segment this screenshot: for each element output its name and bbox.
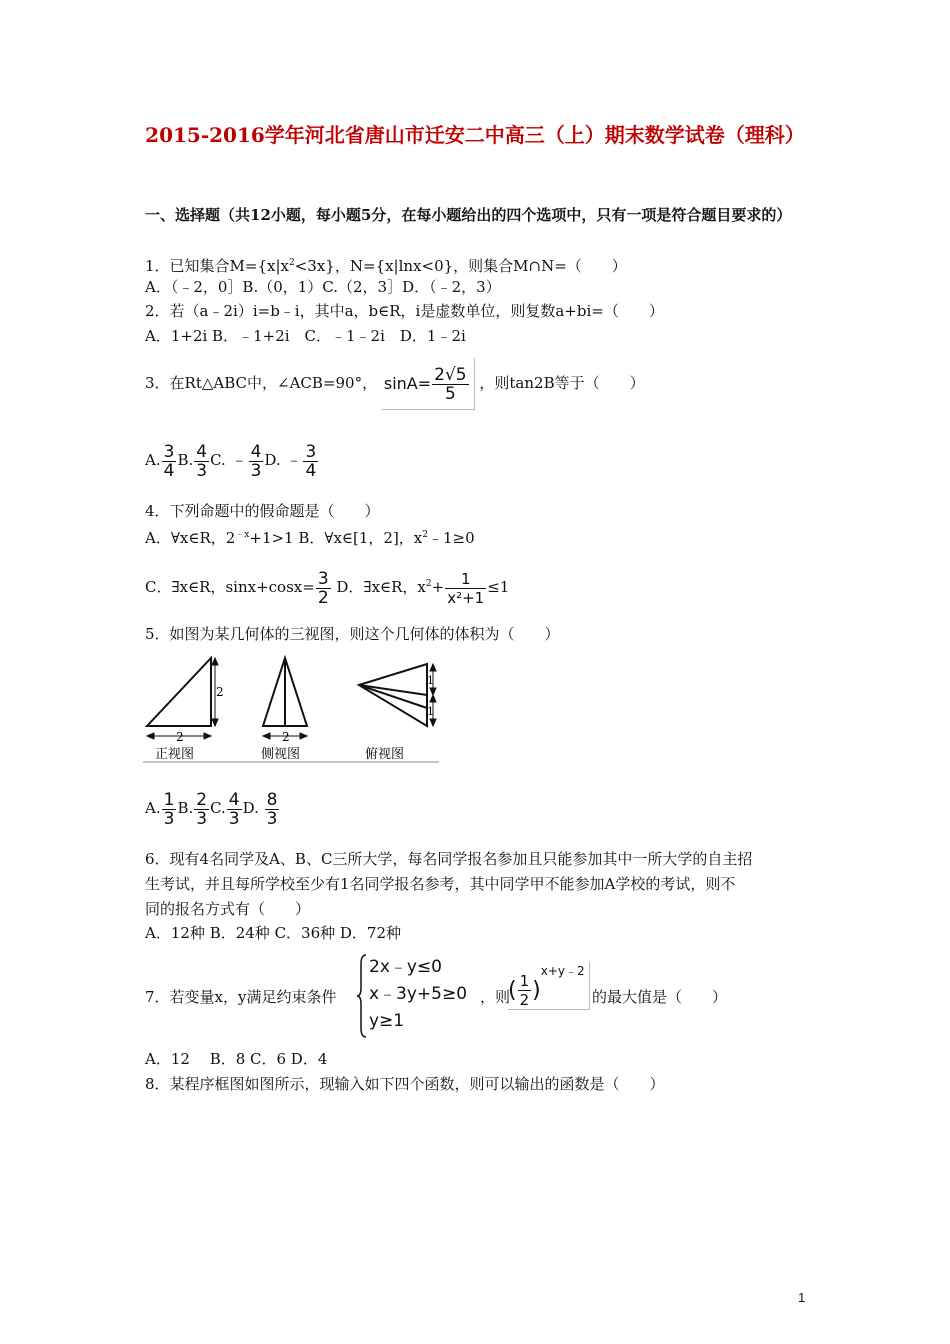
q3-d-num: 3 xyxy=(305,441,317,462)
front-width-label: 2 xyxy=(176,730,184,744)
q3-opt-b: B. xyxy=(177,451,194,469)
question-7-options: A．12 B．8 C．6 D．4 xyxy=(145,1050,328,1068)
left-brace-icon xyxy=(357,954,367,1038)
front-view-triangle xyxy=(147,658,211,726)
q5-opt-b: B. xyxy=(177,799,194,817)
q4-b-sup: 2 xyxy=(422,530,428,540)
q3-opt-d-frac xyxy=(303,443,318,480)
question-6-line-3: 同的报名方式有（ ） xyxy=(145,900,311,918)
q7-constraint-3: y≥1 xyxy=(369,1011,405,1031)
q4-a-text-a: A．∀x∈R，2 xyxy=(145,529,236,547)
q3-b-num: 4 xyxy=(196,441,208,462)
question-1-options: A．（﹣2，0］B.（0，1）C.（2，3］D．（﹣2，3） xyxy=(145,278,501,296)
question-8-stem: 8．某程序框图如图所示，现输入如下四个函数，则可以输出的函数是（ ） xyxy=(145,1075,665,1093)
q5-b-num: 2 xyxy=(196,789,208,810)
q3-opt-a: A. xyxy=(145,451,161,469)
q5-opt-c: C. xyxy=(210,799,226,817)
top-view-label: 俯视图 xyxy=(365,747,405,762)
q3-a-num: 3 xyxy=(163,441,175,462)
q5-c-num: 4 xyxy=(228,789,240,810)
page-number: 1 xyxy=(798,1290,806,1305)
question-4-stem: 4．下列命题中的假命题是（ ） xyxy=(145,502,380,520)
q3-opt-b-frac xyxy=(194,443,209,480)
q3-d-den: 4 xyxy=(305,460,317,481)
q3-text-b: ，则tan2B等于（ ） xyxy=(479,374,645,392)
q5-b-frac xyxy=(194,791,209,828)
q4-a-text-c: ﹣1≥0 xyxy=(428,529,475,547)
q3-b-den: 3 xyxy=(196,460,208,481)
question-7-stem-b: ，则 xyxy=(480,988,511,1006)
question-3-options xyxy=(145,438,319,482)
q4-a-text-b: +1>1 B．∀x∈[1，2]，x xyxy=(249,529,423,547)
q4-d-text-b: + xyxy=(431,578,445,596)
q5-opt-d: D. xyxy=(242,799,259,817)
q4-c-den: 2 xyxy=(317,587,329,608)
question-1-stem xyxy=(145,252,627,277)
section-heading: 一、选择题（共12小题，每小题5分，在每小题给出的四个选项中，只有一项是符合题目要求的） xyxy=(145,206,792,224)
q5-a-den: 3 xyxy=(163,808,175,829)
q3-c-sign: ﹣ xyxy=(230,450,248,470)
q5-c-frac xyxy=(227,791,242,828)
q3-sina-formula xyxy=(382,358,475,410)
q1-sup: 2 xyxy=(289,258,295,268)
q1-text-b: <3x}，N={x|lnx<0}，则集合M∩N=（ ） xyxy=(294,257,627,275)
q3-opt-d: D. xyxy=(264,451,281,469)
q7-objective-expression: ( $\frac{1}{2}$ )$^{x+y﹣2}$ xyxy=(508,962,590,1010)
q5-d-frac xyxy=(265,791,280,828)
question-7-stem-c: 的最大值是（ ） xyxy=(592,988,728,1006)
q3-opt-c-frac xyxy=(249,443,264,480)
question-6-line-1: 6．现有4名同学及A、B、C三所大学，每名同学报名参加且只能参加其中一所大学的自主招 xyxy=(145,850,753,868)
q5-b-den: 3 xyxy=(196,808,208,829)
question-5-stem: 5．如图为某几何体的三视图，则这个几何体的体积为（ ） xyxy=(145,625,560,643)
question-2-options: A．1+2i B．﹣1+2i C．﹣1﹣2i D．1﹣2i xyxy=(145,327,466,345)
q3-c-num: 4 xyxy=(250,441,262,462)
q7-constraint-1: 2x﹣y≤0 xyxy=(369,957,442,977)
q3-opt-a-frac xyxy=(162,443,177,480)
side-width-label: 2 xyxy=(282,730,290,744)
q3-sina-fraction xyxy=(432,366,468,403)
page-title: 2015-2016学年河北省唐山市迁安二中高三（上）期末数学试卷（理科） xyxy=(145,123,805,147)
q4-d-num: 1 xyxy=(445,570,486,589)
q7-exponent: x+y﹣2 xyxy=(540,964,585,978)
q3-a-den: 4 xyxy=(163,460,175,481)
three-view-figure xyxy=(143,652,439,768)
q7-half-num: 1 xyxy=(519,972,530,990)
q4-d-text-c: ≤1 xyxy=(487,578,510,596)
q4-c-frac xyxy=(316,570,331,607)
front-height-label: 2 xyxy=(216,685,224,699)
front-view-label: 正视图 xyxy=(155,747,195,762)
q5-c-den: 3 xyxy=(228,808,240,829)
q1-text-a: 1．已知集合M={x|x xyxy=(145,257,289,275)
question-7-stem-a: 7．若变量x，y满足约束条件 xyxy=(145,988,337,1006)
question-5-options xyxy=(145,786,280,830)
q5-opt-a: A. xyxy=(145,799,161,817)
q7-half-den: 2 xyxy=(519,991,530,1009)
q4-c-num: 3 xyxy=(317,568,329,589)
q3-sina-label: sinA= xyxy=(383,374,432,393)
q3-text-a: 3．在Rt△ABC中，∠ACB=90°， xyxy=(145,374,378,392)
q4-a-sup: ﹣x xyxy=(235,530,250,540)
q5-d-num: 8 xyxy=(266,789,278,810)
q4-d-den: x²+1 xyxy=(447,588,485,607)
q3-sina-num: 2√5 xyxy=(434,364,467,385)
q3-sina-den: 5 xyxy=(444,383,456,404)
side-view-label: 侧视图 xyxy=(261,747,301,762)
q4-d-sup: 2 xyxy=(425,579,432,589)
q7-constraint-system xyxy=(357,954,467,1035)
question-2-stem: 2．若（a﹣2i）i=b﹣i，其中a，b∈R，i是虚数单位，则复数a+bi=（ ） xyxy=(145,302,664,320)
q3-opt-c: C. xyxy=(210,451,226,469)
question-4-options-ab xyxy=(145,524,475,549)
q4-d-frac xyxy=(445,570,486,607)
q5-d-den: 3 xyxy=(266,808,278,829)
question-6-options: A．12种 B．24种 C．36种 D．72种 xyxy=(145,924,402,942)
question-3-stem xyxy=(145,358,645,410)
question-4-options-cd xyxy=(145,562,509,609)
q3-d-sign: ﹣ xyxy=(285,450,303,470)
top-dim-upper: 1 xyxy=(427,674,434,687)
q5-a-frac xyxy=(162,791,177,828)
top-view-triangle xyxy=(359,664,427,726)
q5-a-num: 1 xyxy=(163,789,175,810)
q4-d-text-a: D．∃x∈R，x xyxy=(331,578,426,596)
q4-c-text: C．∃x∈R，sinx+cosx= xyxy=(145,578,315,596)
top-dim-lower: 1 xyxy=(427,705,434,718)
q3-c-den: 3 xyxy=(250,460,262,481)
question-6-line-2: 生考试，并且每所学校至少有1名同学报名参考，其中同学甲不能参加A学校的考试，则不 xyxy=(145,875,736,893)
q7-constraint-2: x﹣3y+5≥0 xyxy=(369,984,468,1004)
q7-half-frac xyxy=(518,972,532,1009)
